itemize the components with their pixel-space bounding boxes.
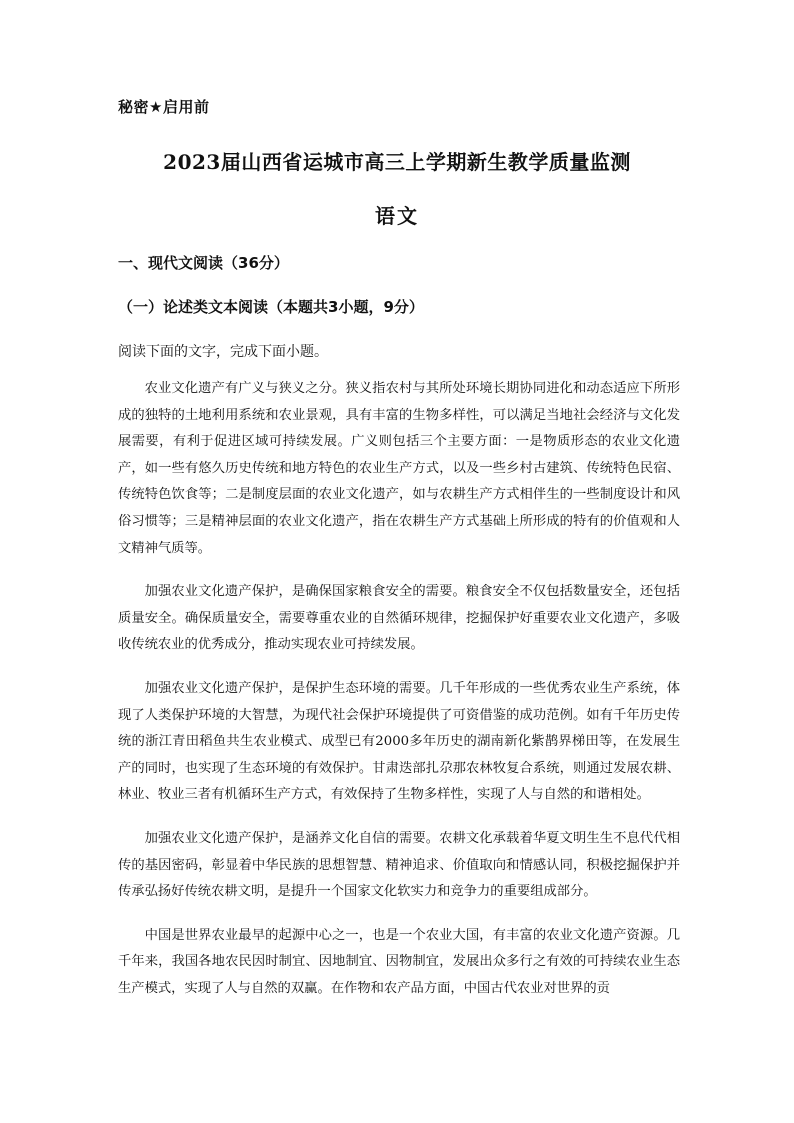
exam-title: 2023届山西省运城市高三上学期新生教学质量监测 <box>163 150 631 174</box>
secret-label: 秘密★启用前 <box>118 98 210 116</box>
passage-paragraph: 农业文化遗产有广义与狭义之分。狭义指农村与其所处环境长期协同进化和动态适应下所形成的独特的土地利用系统和农业景观，具有丰富的生物多样性，可以满足当地社会经济与文化发展需要，有利于促进区域可持续发展。广义则包括三个主要方面：一是物质形态的农业文化遗产，如一些有悠久历史传统和地方特色的农业生产方式，以及一些乡村古建筑、传统特色民宿、传统特色饮食等；二是制度层面的农业文化遗产，如与农耕生产方式相伴生的一些制度设计和风俗习惯等；三是精神层面的农业文化遗产，指在农耕生产方式基础上所形成的特有的价值观和人文精神气质等。 <box>118 381 680 556</box>
passage-paragraph: 加强农业文化遗产保护，是确保国家粮食安全的需要。粮食安全不仅包括数量安全，还包括质量安全。确保质量安全，需要尊重农业的自然循环规律，挖掘保护好重要农业文化遗产，多吸收传统农业的优秀成分，推动实现农业可持续发展。 <box>118 584 680 653</box>
section-subheading: （一）论述类文本阅读（本题共3小题，9分） <box>118 298 424 316</box>
passage-paragraph: 加强农业文化遗产保护，是保护生态环境的需要。几千年形成的一些优秀农业生产系统，体现了人类保护环境的大智慧，为现代社会保护环境提供了可资借鉴的成功范例。如有千年历史传统的浙江青田稻鱼共生农业模式、成型已有2000多年历史的湖南新化紫鹊界梯田等，在发展生产的同时，也实现了生态环境的有效保护。甘肃迭部扎尕那农林牧复合系统，则通过发展农耕、林业、牧业三者有机循环生产方式，有效保持了生物多样性，实现了人与自然的和谐相处。 <box>118 680 680 803</box>
section-heading: 一、现代文阅读（36分） <box>118 254 289 272</box>
subject-title: 语文 <box>375 204 419 228</box>
reading-instruction: 阅读下面的文字，完成下面小题。 <box>118 344 328 360</box>
passage-paragraph: 加强农业文化遗产保护，是涵养文化自信的需要。农耕文化承载着华夏文明生生不息代代相传的基因密码，彰显着中华民族的思想智慧、精神追求、价值取向和情感认同，积极挖掘保护并传承弘扬好传统农耕文明，是提升一个国家文化软实力和竞争力的重要组成部分。 <box>118 830 680 900</box>
passage-body <box>118 376 680 1019</box>
passage-paragraph: 中国是世界农业最早的起源中心之一，也是一个农业大国，有丰富的农业文化遗产资源。几千年来，我国各地农民因时制宜、因地制宜、因物制宜，发展出众多行之有效的可持续农业生态生产模式，实现了人与自然的双赢。在作物和农产品方面，中国古代农业对世界的贡 <box>118 927 680 996</box>
